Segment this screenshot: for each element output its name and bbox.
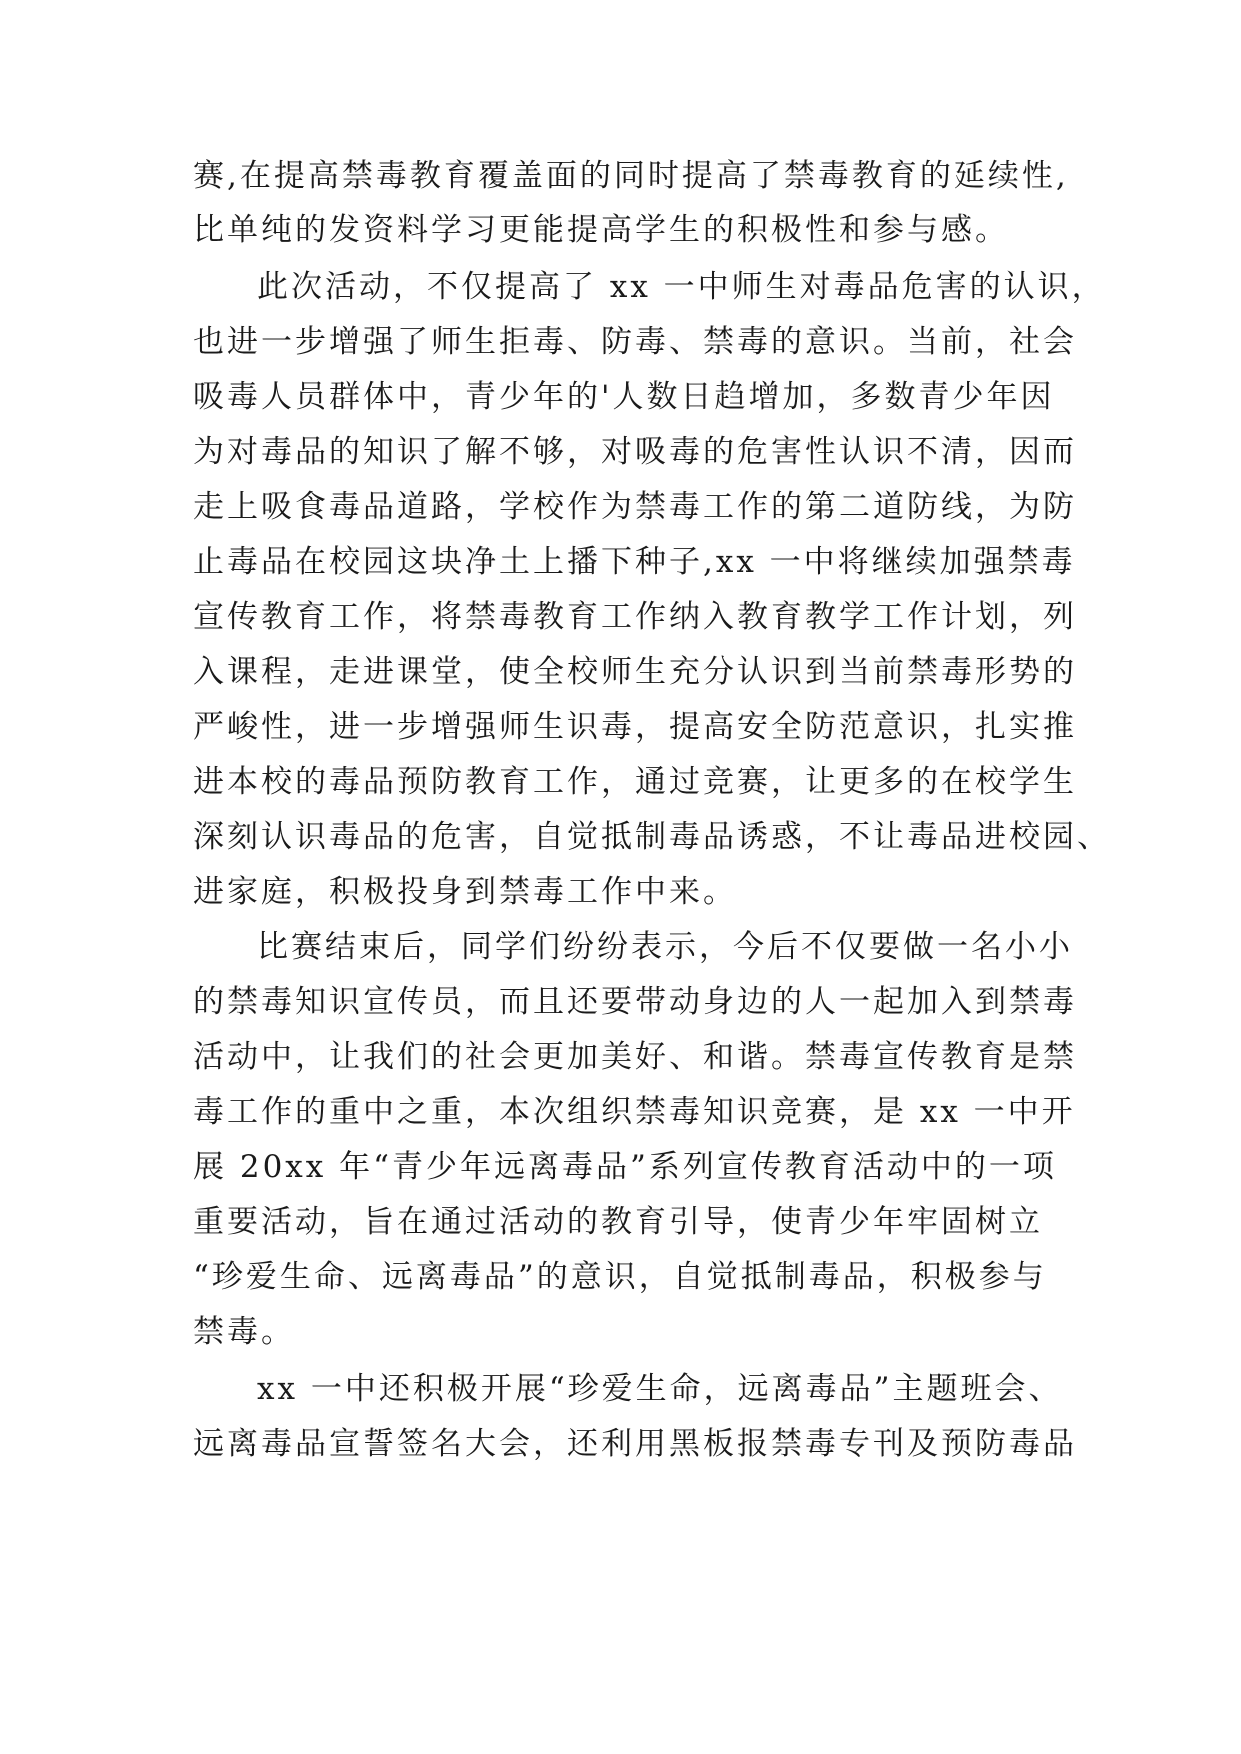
text-line: 为对毒品的知识了解不够，对吸毒的危害性认识不清，因而 (193, 434, 1077, 470)
text-line: 重要活动，旨在通过活动的教育引导，使青少年牢固树立 (193, 1204, 1043, 1240)
text-line: 也进一步增强了师生拒毒、防毒、禁毒的意识。当前，社会 (193, 324, 1077, 360)
text-line: “珍爱生命、远离毒品”的意识，自觉抵制毒品，积极参与 (193, 1259, 1047, 1295)
text-line: 严峻性，进一步增强师生识毒，提高安全防范意识，扎实推 (193, 709, 1077, 745)
paragraph-start-line: 此次活动，不仅提高了 xx 一中师生对毒品危害的认识， (257, 269, 1106, 305)
text-line: 远离毒品宣誓签名大会，还利用黑板报禁毒专刊及预防毒品 (193, 1426, 1077, 1462)
text-line: 入课程，走进课堂，使全校师生充分认识到当前禁毒形势的 (193, 654, 1077, 690)
text-line: 毒工作的重中之重，本次组织禁毒知识竞赛，是 xx 一中开 (193, 1094, 1076, 1130)
text-line: 走上吸食毒品道路，学校作为禁毒工作的第二道防线，为防 (193, 489, 1077, 525)
text-line: 进本校的毒品预防教育工作，通过竞赛，让更多的在校学生 (193, 764, 1077, 800)
text-line: 比单纯的发资料学习更能提高学生的积极性和参与感。 (193, 212, 1009, 248)
text-line: 宣传教育工作，将禁毒教育工作纳入教育教学工作计划，列 (193, 599, 1077, 635)
text-line: 深刻认识毒品的危害，自觉抵制毒品诱惑，不让毒品进校园、 (193, 819, 1111, 855)
text-line: 吸毒人员群体中，青少年的'人数日趋增加，多数青少年因 (193, 379, 1055, 415)
text-line: 止毒品在校园这块净土上播下种子,xx 一中将继续加强禁毒 (193, 544, 1076, 580)
text-line: 赛,在提高禁毒教育覆盖面的同时提高了禁毒教育的延续性, (193, 158, 1069, 194)
paragraph-start-line: 比赛结束后，同学们纷纷表示，今后不仅要做一名小小 (257, 929, 1073, 965)
text-line: 进家庭，积极投身到禁毒工作中来。 (193, 874, 737, 910)
paragraph-start-line: xx 一中还积极开展“珍爱生命，远离毒品”主题班会、 (257, 1371, 1063, 1407)
text-line: 的禁毒知识宣传员，而且还要带动身边的人一起加入到禁毒 (193, 984, 1077, 1020)
text-line: 活动中，让我们的社会更加美好、和谐。禁毒宣传教育是禁 (193, 1039, 1077, 1075)
text-line: 展 20xx 年“青少年远离毒品”系列宣传教育活动中的一项 (193, 1149, 1057, 1185)
text-line: 禁毒。 (193, 1314, 295, 1350)
